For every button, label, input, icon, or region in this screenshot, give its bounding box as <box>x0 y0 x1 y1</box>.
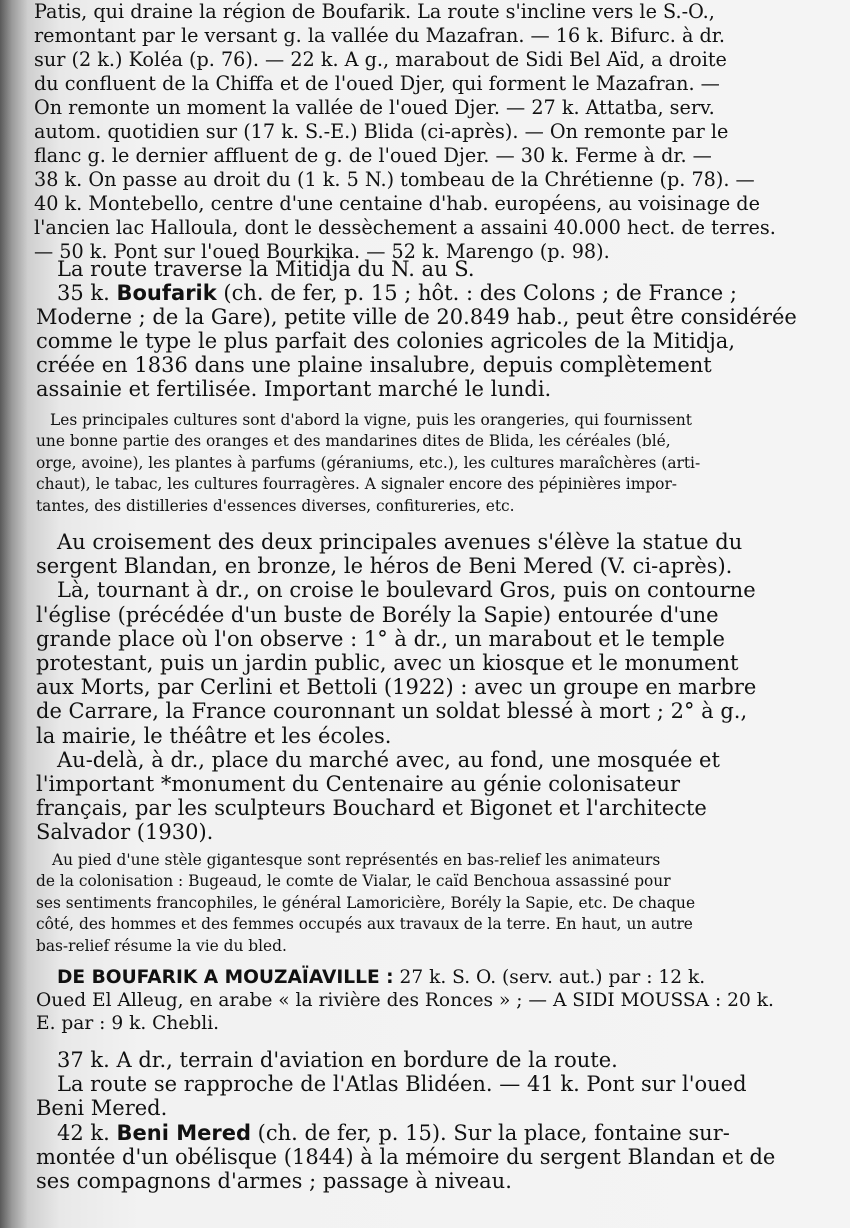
text-line: de Carrare, la France couronnant un soldat blessé à mort ; 2° à g., <box>36 699 748 724</box>
text-line: Patis, qui draine la région de Boufarik. La route s'incline vers le S.-O., <box>34 0 715 23</box>
text-line: ses compagnons d'armes ; passage à niveau. <box>36 1169 512 1194</box>
text-line: Au-delà, à dr., place du marché avec, au fond, une mosquée et <box>57 747 720 772</box>
text-line: français, par les sculpteurs Bouchard et Bigonet et l'architecte <box>36 796 707 821</box>
text-line: Là, tournant à dr., on croise le boulevard Gros, puis on contourne <box>57 578 756 603</box>
text-line: Oued El Alleug, en arabe « la rivière des Ronces » ; — A SIDI MOUSSA : 20 k. <box>36 990 774 1011</box>
text-line: Moderne ; de la Gare), petite ville de 20.849 hab., peut être considérée <box>36 305 797 329</box>
text-line: 37 k. A dr., terrain d'aviation en bordure de la route. <box>57 1048 618 1072</box>
text-line: la mairie, le théâtre et les écoles. <box>36 723 392 748</box>
beni-mered-km: 42 k. <box>57 1120 110 1145</box>
boufarik-entry <box>0 281 850 401</box>
text-line: ses sentiments francophiles, le général Lamoricière, Borély la Sapie, etc. De chaque <box>36 893 696 912</box>
text-line: sur (2 k.) Koléa (p. 76). — 22 k. A g., marabout de Sidi Bel Aïd, a droite <box>34 48 727 71</box>
text-line: 38 k. On passe au droit du (1 k. 5 N.) tombeau de la Chrétienne (p. 78). — <box>34 168 755 191</box>
text-line: (ch. de fer, p. 15). Sur la place, fontaine sur- <box>257 1120 730 1145</box>
text-line: La route traverse la Mitidja du N. au S. <box>57 257 475 281</box>
beni-mered-title: Beni Mered <box>116 1120 251 1145</box>
croisement-paragraph <box>0 530 850 845</box>
text-line: comme le type le plus parfait des colonies agricoles de la Mitidja, <box>36 329 735 353</box>
text-line: créée en 1836 dans une plaine insalubre, depuis complètement <box>36 353 712 377</box>
text-line: côté, des hommes et des femmes occupés aux travaux de la terre. En haut, un autre <box>36 915 693 934</box>
text-line: Au croisement des deux principales avenues s'élève la statue du <box>57 530 743 554</box>
text-line: 40 k. Montebello, centre d'une centaine d'hab. européens, au voisinage de <box>34 192 760 215</box>
text-line: Au pied d'une stèle gigantesque sont représentés en bas-relief les animateurs <box>52 851 661 869</box>
text-line: sergent Blandan, en bronze, le héros de Beni Mered (V. ci-après). <box>36 554 733 579</box>
text-line: Beni Mered. <box>36 1096 168 1121</box>
text-line: autom. quotidien sur (17 k. S.-E.) Blida (ci-après). — On remonte par le <box>34 120 729 143</box>
text-line: montée d'un obélisque (1844) à la mémoire du sergent Blandan et de <box>36 1144 776 1169</box>
text-line: (ch. de fer, p. 15 ; hôt. : des Colons ; de France ; <box>223 281 737 305</box>
text-line: de la colonisation : Bugeaud, le comte de Vialar, le caïd Benchoua assassiné pour <box>36 872 671 891</box>
text-line: l'important *monument du Centenaire au génie colonisateur <box>36 772 681 797</box>
text-line: l'ancien lac Halloula, dont le dessèchement a assaini 40.000 hect. de terres. <box>34 216 776 239</box>
text-line: Les principales cultures sont d'abord la vigne, puis les orangeries, qui fournissent <box>50 411 692 429</box>
cultures-paragraph <box>0 410 850 517</box>
stele-paragraph <box>0 850 850 957</box>
text-line: 27 k. S. O. (serv. aut.) par : 12 k. <box>399 967 706 988</box>
text-line: Salvador (1930). <box>36 820 214 845</box>
text-line: une bonne partie des oranges et des mandarines dites de Blida, les céréales (blé, <box>36 432 671 451</box>
text-line: E. par : 9 k. Chebli. <box>36 1013 220 1034</box>
boufarik-km: 35 k. <box>57 281 110 305</box>
text-line: remontant par le versant g. la vallée du Mazafran. — 16 k. Bifurc. à dr. <box>34 24 725 47</box>
text-line: bas-relief résume la vie du bled. <box>36 936 287 955</box>
text-line: flanc g. le dernier affluent de g. de l'oued Djer. — 30 k. Ferme à dr. — <box>34 144 712 167</box>
text-line: l'église (précédée d'un buste de Borély la Sapie) entourée d'une <box>36 602 719 627</box>
mouzaiaville-paragraph <box>0 966 850 1035</box>
text-line: La route se rapproche de l'Atlas Blidéen. — 41 k. Pont sur l'oued <box>57 1072 747 1097</box>
text-line: assainie et fertilisée. Important marché le lundi. <box>36 377 552 401</box>
mouzaiaville-heading: DE BOUFARIK A MOUZAÏAVILLE : <box>57 967 394 988</box>
text-line: orge, avoine), les plantes à parfums (géraniums, etc.), les cultures maraîchères (arti- <box>36 453 701 472</box>
text-line: du confluent de la Chiffa et de l'oued Djer, qui forment le Mazafran. — <box>34 72 720 95</box>
route-paragraph <box>0 256 850 282</box>
text-line: aux Morts, par Cerlini et Bettoli (1922) : avec un groupe en marbre <box>36 675 757 700</box>
text-line: tantes, des distilleries d'essences diverses, confitureries, etc. <box>36 496 515 515</box>
text-line: — 50 k. Pont sur l'oued Bourkika. — 52 k. Marengo (p. 98). <box>34 240 610 263</box>
text-line: protestant, puis un jardin public, avec un kiosque et le monument <box>36 651 739 676</box>
text-line: On remonte un moment la vallée de l'oued Djer. — 27 k. Attatba, serv. <box>34 96 715 119</box>
text-line: grande place où l'on observe : 1° à dr., un marabout et le temple <box>36 626 725 651</box>
boufarik-title: Boufarik <box>116 281 217 305</box>
itinerary-paragraph-top <box>0 0 850 264</box>
text-line: chaut), le tabac, les cultures fourragères. A signaler encore des pépinières impor- <box>36 475 677 494</box>
final-paragraph <box>0 1048 850 1193</box>
